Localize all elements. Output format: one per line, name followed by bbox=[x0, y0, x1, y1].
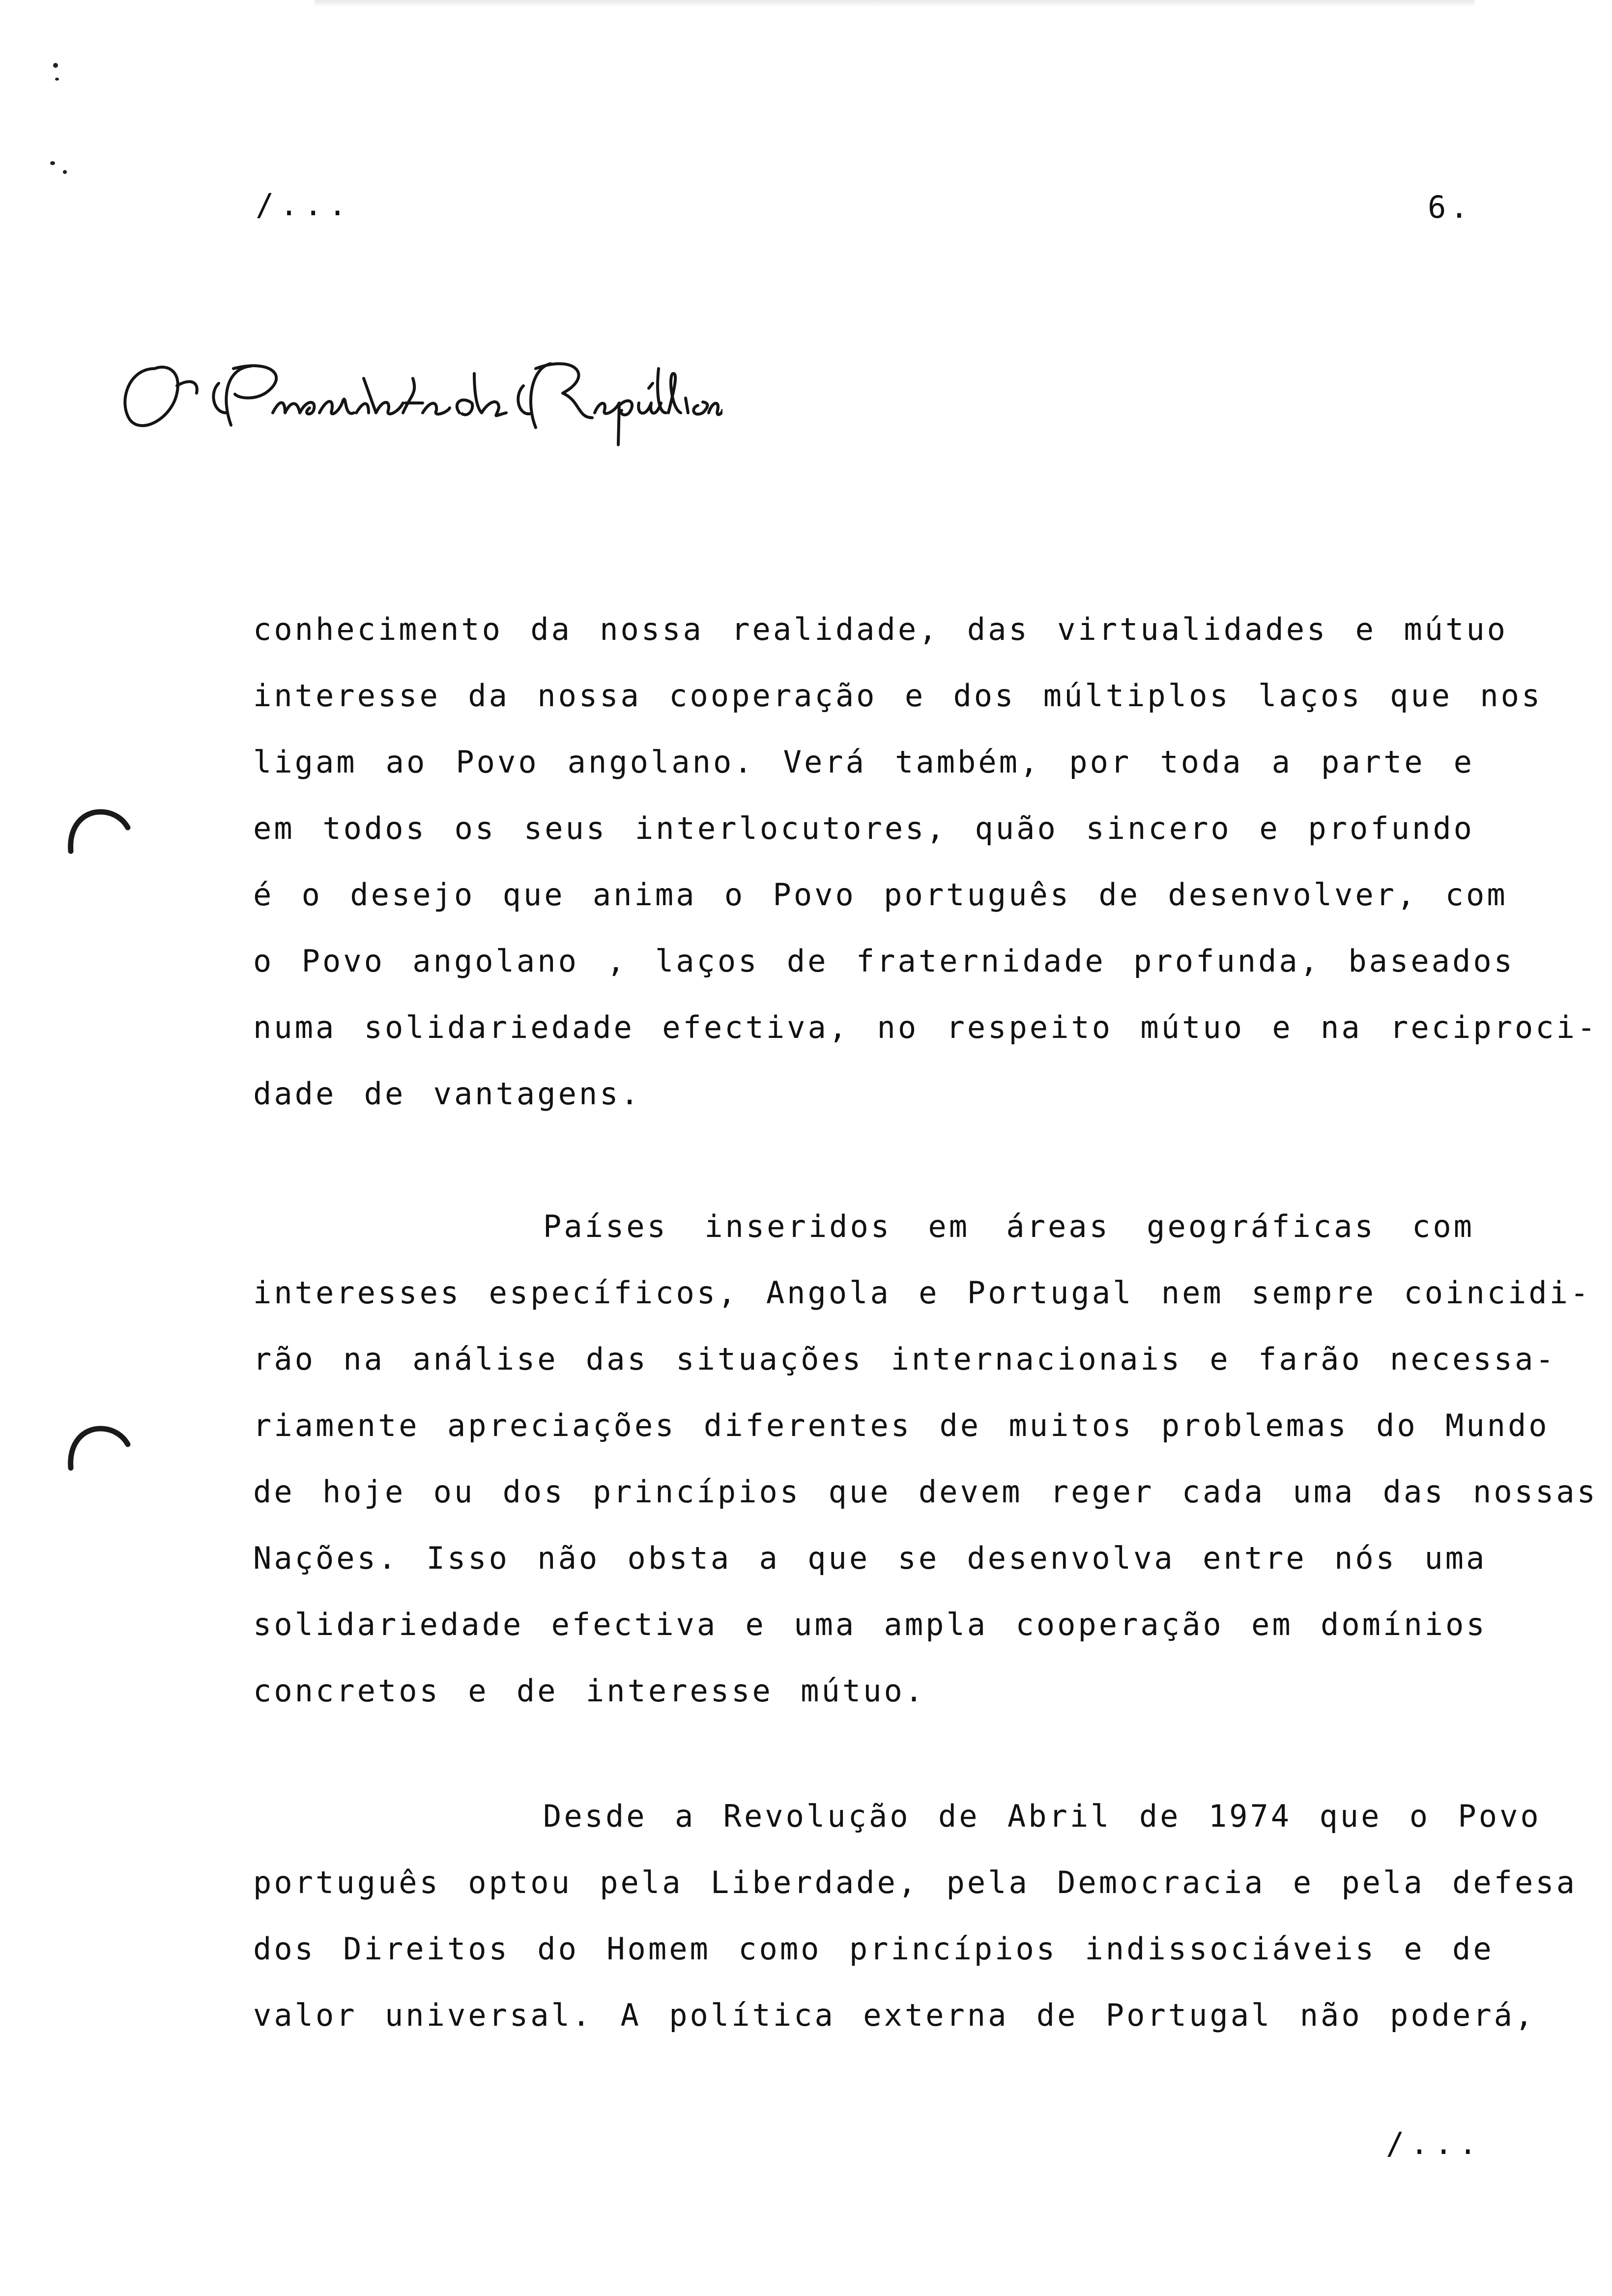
text-line: é o desejo que anima o Povo português de desenvolver, com bbox=[253, 877, 1508, 913]
text-line: numa solidariedade efectiva, no respeito mútuo e na reciproci- bbox=[253, 1009, 1598, 1045]
punch-hole-mark bbox=[64, 1423, 133, 1472]
text-line: de hoje ou dos princípios que devem reger cada uma das nossas bbox=[253, 1474, 1598, 1510]
text-line: rão na análise das situações internacionais e farão necessa- bbox=[253, 1341, 1556, 1377]
scan-speck bbox=[50, 161, 55, 165]
paragraph-2 bbox=[253, 1193, 1598, 1724]
text-line: dos Direitos do Homem como princípios indissociáveis e de bbox=[253, 1931, 1494, 1967]
paragraph-1 bbox=[253, 596, 1598, 1127]
text-line: Países inseridos em áreas geográficas com bbox=[543, 1208, 1474, 1244]
scan-edge-shadow bbox=[315, 0, 1474, 7]
text-line: interesse da nossa cooperação e dos múltiplos laços que nos bbox=[253, 678, 1543, 714]
letterhead-script bbox=[108, 339, 722, 452]
scan-speck bbox=[63, 170, 67, 174]
text-line: ligam ao Povo angolano. Verá também, por toda a parte e bbox=[253, 744, 1474, 780]
text-line: valor universal. A política externa de Portugal não poderá, bbox=[253, 1997, 1536, 2033]
text-line: Nações. Isso não obsta a que se desenvolva entre nós uma bbox=[253, 1540, 1487, 1576]
header-continuation-mark: /... bbox=[256, 187, 353, 223]
text-line: Desde a Revolução de Abril de 1974 que o Povo bbox=[543, 1798, 1541, 1834]
text-line: riamente apreciações diferentes de muitos problemas do Mundo bbox=[253, 1407, 1550, 1443]
text-line: em todos os seus interlocutores, quão sincero e profundo bbox=[253, 810, 1474, 846]
footer-continuation-mark: /... bbox=[1386, 2125, 1483, 2161]
scan-speck bbox=[55, 78, 59, 81]
text-line: interesses específicos, Angola e Portugal nem sempre coincidi- bbox=[253, 1275, 1591, 1311]
page-number: 6. bbox=[1428, 189, 1472, 225]
text-line: solidariedade efectiva e uma ampla cooperação em domínios bbox=[253, 1607, 1487, 1642]
paragraph-3 bbox=[253, 1783, 1577, 2048]
text-line: português optou pela Liberdade, pela Democracia e pela defesa bbox=[253, 1865, 1577, 1900]
text-line: conhecimento da nossa realidade, das virtualidades e mútuo bbox=[253, 611, 1508, 647]
text-line: concretos e de interesse mútuo. bbox=[253, 1673, 926, 1709]
letterhead-logo bbox=[108, 339, 722, 452]
text-line: o Povo angolano , laços de fraternidade profunda, baseados bbox=[253, 943, 1515, 979]
text-line: dade de vantagens. bbox=[253, 1076, 641, 1112]
scan-speck bbox=[53, 63, 58, 68]
punch-hole-mark bbox=[64, 806, 133, 855]
